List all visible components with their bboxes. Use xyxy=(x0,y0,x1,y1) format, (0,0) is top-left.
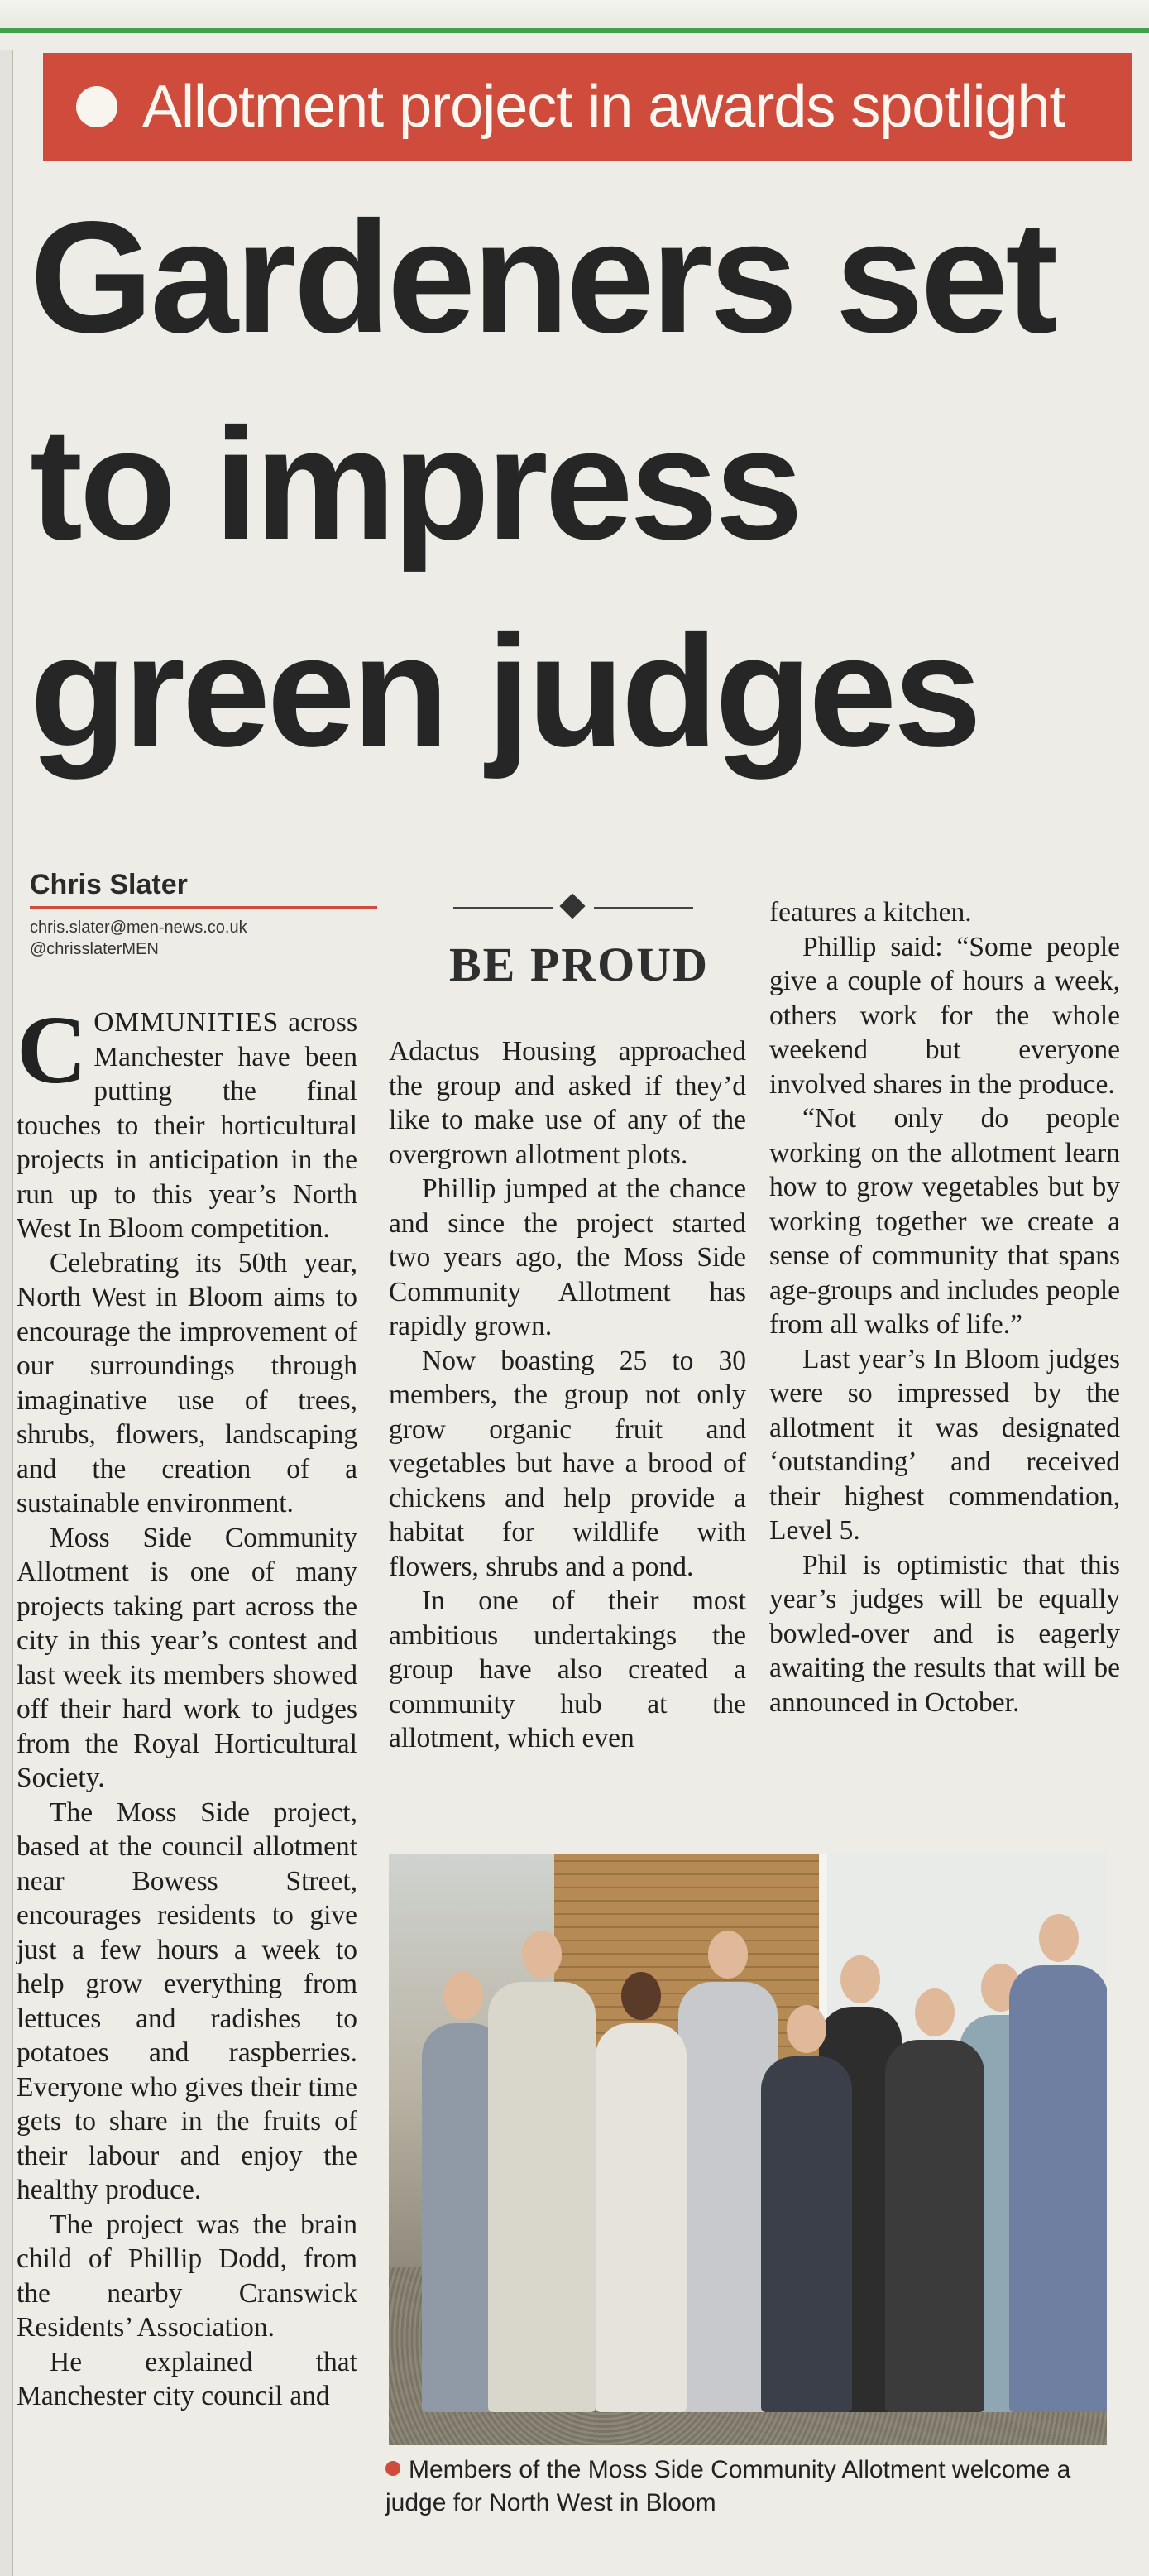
person-head-icon xyxy=(787,2005,826,2053)
top-color-strip xyxy=(0,0,1149,33)
paragraph: Phillip jumped at the chance and since the project started two years ago, the Moss Side Community Allotment has rapidly grown. xyxy=(389,1173,746,1341)
headline xyxy=(30,174,1138,794)
caption-text: Members of the Moss Side Community Allotment welcome a judge for North West in Bloom xyxy=(385,2456,1071,2516)
article-column-1 xyxy=(17,995,357,2414)
person-figure xyxy=(761,2056,852,2412)
person-head-icon xyxy=(522,1931,562,1979)
person-head-icon xyxy=(840,1955,880,2003)
paragraph: features a kitchen. xyxy=(769,897,972,928)
bullet-dot-icon xyxy=(76,86,117,127)
lead-paragraph xyxy=(17,995,357,1246)
kicker-banner xyxy=(43,53,1132,161)
author-contact xyxy=(30,917,377,960)
article-column-2 xyxy=(389,1034,746,1756)
paragraph: “Not only do people working on the allotment learn how to grow vegetables but by working together we create a sense of community that spans age-groups and includes people from all walks of life.” xyxy=(769,1103,1120,1340)
person-head-icon xyxy=(708,1931,748,1979)
group-photo xyxy=(389,1854,1107,2445)
paragraph: Celebrating its 50th year, North West in Bloom aims to encourage the improvement of our surroundings through imaginative use of trees, shrubs, flowers, landscaping and the creation of a sustainable environment. xyxy=(17,1247,357,1518)
paragraph: He explained that Manchester city council and xyxy=(17,2346,357,2411)
author-email: chris.slater@men-news.co.uk xyxy=(30,919,247,937)
person-head-icon xyxy=(443,1972,483,2020)
article-column-3 xyxy=(769,895,1120,1720)
photo-caption xyxy=(385,2454,1113,2520)
person-head-icon xyxy=(621,1972,661,2020)
author-twitter: @chrisslaterMEN xyxy=(30,940,159,958)
person-figure xyxy=(885,2040,984,2412)
subheading: BE PROUD xyxy=(448,938,710,991)
kicker-text: Allotment project in awards spotlight xyxy=(142,74,1065,140)
paragraph: The Moss Side project, based at the council allotment near Bowess Street, encourages residents to give just a few hours a week to help grow everything from lettuces and radishes to potatoes and raspberries. Everyone who gives their time gets to share in the fruits of their labour and enjoy the healthy produce. xyxy=(17,1796,357,2205)
paragraph: Phillip said: “Some people give a couple of hours a week, others work for the whole weekend but everyone involved shares in the produce. xyxy=(769,931,1120,1100)
ornament-divider xyxy=(453,895,693,920)
paragraph: Adactus Housing approached the group and asked if they’d like to make use of any of the overgrown allotment plots. xyxy=(389,1036,746,1170)
adjacent-column-edge xyxy=(0,50,13,2576)
person-figure xyxy=(488,1982,596,2412)
person-figure xyxy=(596,2023,687,2412)
paragraph: Moss Side Community Allotment is one of many projects taking part across the city in this year’s contest and last week its members showed off their hard work to judges from the Royal Horticultural Society. xyxy=(17,1522,357,1793)
divider-rule-left xyxy=(453,907,553,909)
drop-cap: C xyxy=(17,995,88,1104)
headline-line-3: green judges xyxy=(30,602,979,780)
paragraph: Last year’s In Bloom judges were so impressed by the allotment it was designated ‘outstanding’ and received their highest commendation, Level 5. xyxy=(769,1343,1120,1546)
author-name: Chris Slater xyxy=(30,869,377,909)
paragraph: The project was the brain child of Phillip Dodd, from the nearby Cranswick Residents’ Association. xyxy=(17,2209,357,2343)
lead-text: across Manchester have been putting the final touches to their horticultural projects in anticipation in the run up to this year’s North West In Bloom competition. xyxy=(17,1007,357,1244)
paragraph: Now boasting 25 to 30 members, the group not only grow organic fruit and vegetables but have a brood of chickens and help provide a habitat for wildlife with flowers, shrubs and a pond. xyxy=(389,1345,746,1582)
person-head-icon xyxy=(915,1988,955,2036)
diamond-ornament-icon xyxy=(559,893,585,919)
caption-bullet-icon xyxy=(385,2461,400,2476)
paragraph: Phil is optimistic that this year’s judges will be equally bowled-over and is eagerly awaiting the results that will be announced in October. xyxy=(769,1549,1120,1718)
byline xyxy=(30,869,377,960)
headline-line-2: to impress xyxy=(30,395,800,573)
person-head-icon xyxy=(1039,1914,1079,1962)
person-figure xyxy=(1009,1965,1107,2412)
headline-line-1: Gardeners set xyxy=(30,188,1056,366)
paragraph: In one of their most ambitious undertakings the group have also created a community hub at the allotment, which even xyxy=(389,1585,746,1753)
divider-rule-right xyxy=(594,907,693,909)
lead-caps: OMMUNITIES xyxy=(93,1007,280,1038)
